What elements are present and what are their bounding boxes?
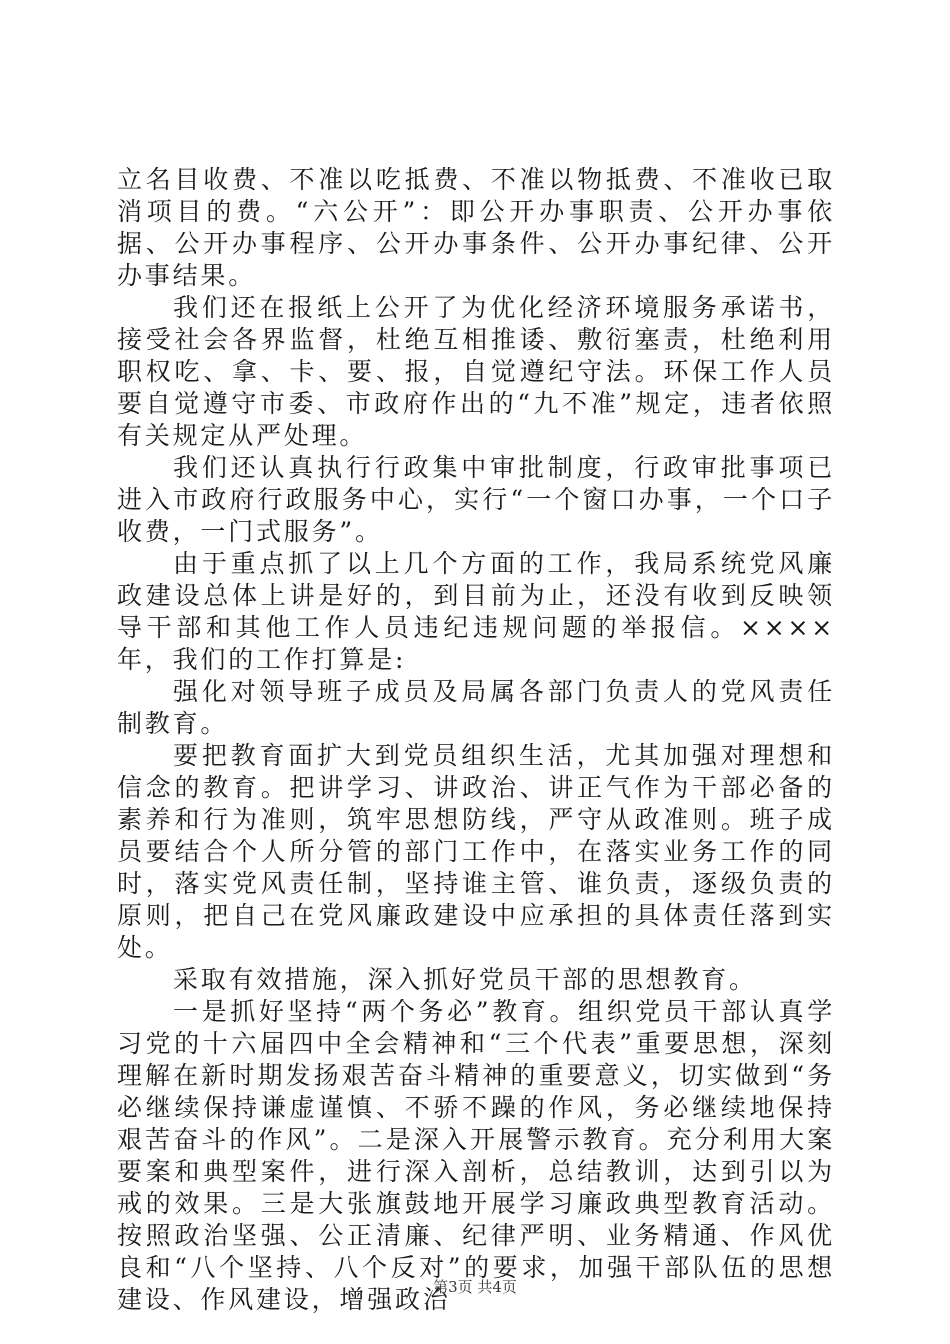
paragraph-8: 一是抓好坚持“两个务必”教育。组织党员干部认真学习党的十六届四中全会精神和“三个代表”重要思想，深刻理解在新时期发扬艰苦奋斗精神的重要意义，切实做到“务必继续保持谦虚谨慎、不骄不躁的作风，务必继续地保持艰苦奋斗的作风”。二是深入开展警示教育。充分利用大案要案和典型案件，进行深入剖析，总结教训，达到引以为戒的效果。三是大张旗鼓地开展学习廉政典型教育活动。按照政治坚强、公正清廉、纪律严明、业务精通、作风优良和“八个坚持、八个反对”的要求，加强干部队伍的思想建设、作风建设，增强政治 [117,997,835,1314]
paragraph-6: 要把教育面扩大到党员组织生活，尤其加强对理想和信念的教育。把讲学习、讲政治、讲正气作为干部必备的素养和行为准则，筑牢思想防线，严守从政准则。班子成员要结合个人所分管的部门工作中，在落实业务工作的同时，落实党风责任制，坚持谁主管、谁负责，逐级负责的原则，把自己在党风廉政建设中应承担的具体责任落到实处。 [117,741,835,962]
paragraph-3: 我们还认真执行行政集中审批制度，行政审批事项已进入市政府行政服务中心，实行“一个窗口办事，一个口子收费，一门式服务”。 [117,453,835,546]
paragraph-4: 由于重点抓了以上几个方面的工作，我局系统党风廉政建设总体上讲是好的，到目前为止，还没有收到反映领导干部和其他工作人员违纪违规问题的举报信。××××年，我们的工作打算是: [117,549,835,674]
paragraph-2: 我们还在报纸上公开了为优化经济环境服务承诺书，接受社会各界监督，杜绝互相推诿、敷衍塞责，杜绝利用职权吃、拿、卡、要、报，自觉遵纪守法。环保工作人员要自觉遵守市委、市政府作出的“九不准”规定，违者依照有关规定从严处理。 [117,293,835,450]
document-body [117,164,835,1316]
paragraph-1: 立名目收费、不准以吃抵费、不准以物抵费、不准收已取消项目的费。“六公开”：即公开办事职责、公开办事依据、公开办事程序、公开办事条件、公开办事纪律、公开办事结果。 [117,165,835,290]
page-footer: 第3页 共4页 [433,1278,517,1296]
paragraph-5: 强化对领导班子成员及局属各部门负责人的党风责任制教育。 [117,677,835,738]
paragraph-7: 采取有效措施，深入抓好党员干部的思想教育。 [173,965,757,994]
